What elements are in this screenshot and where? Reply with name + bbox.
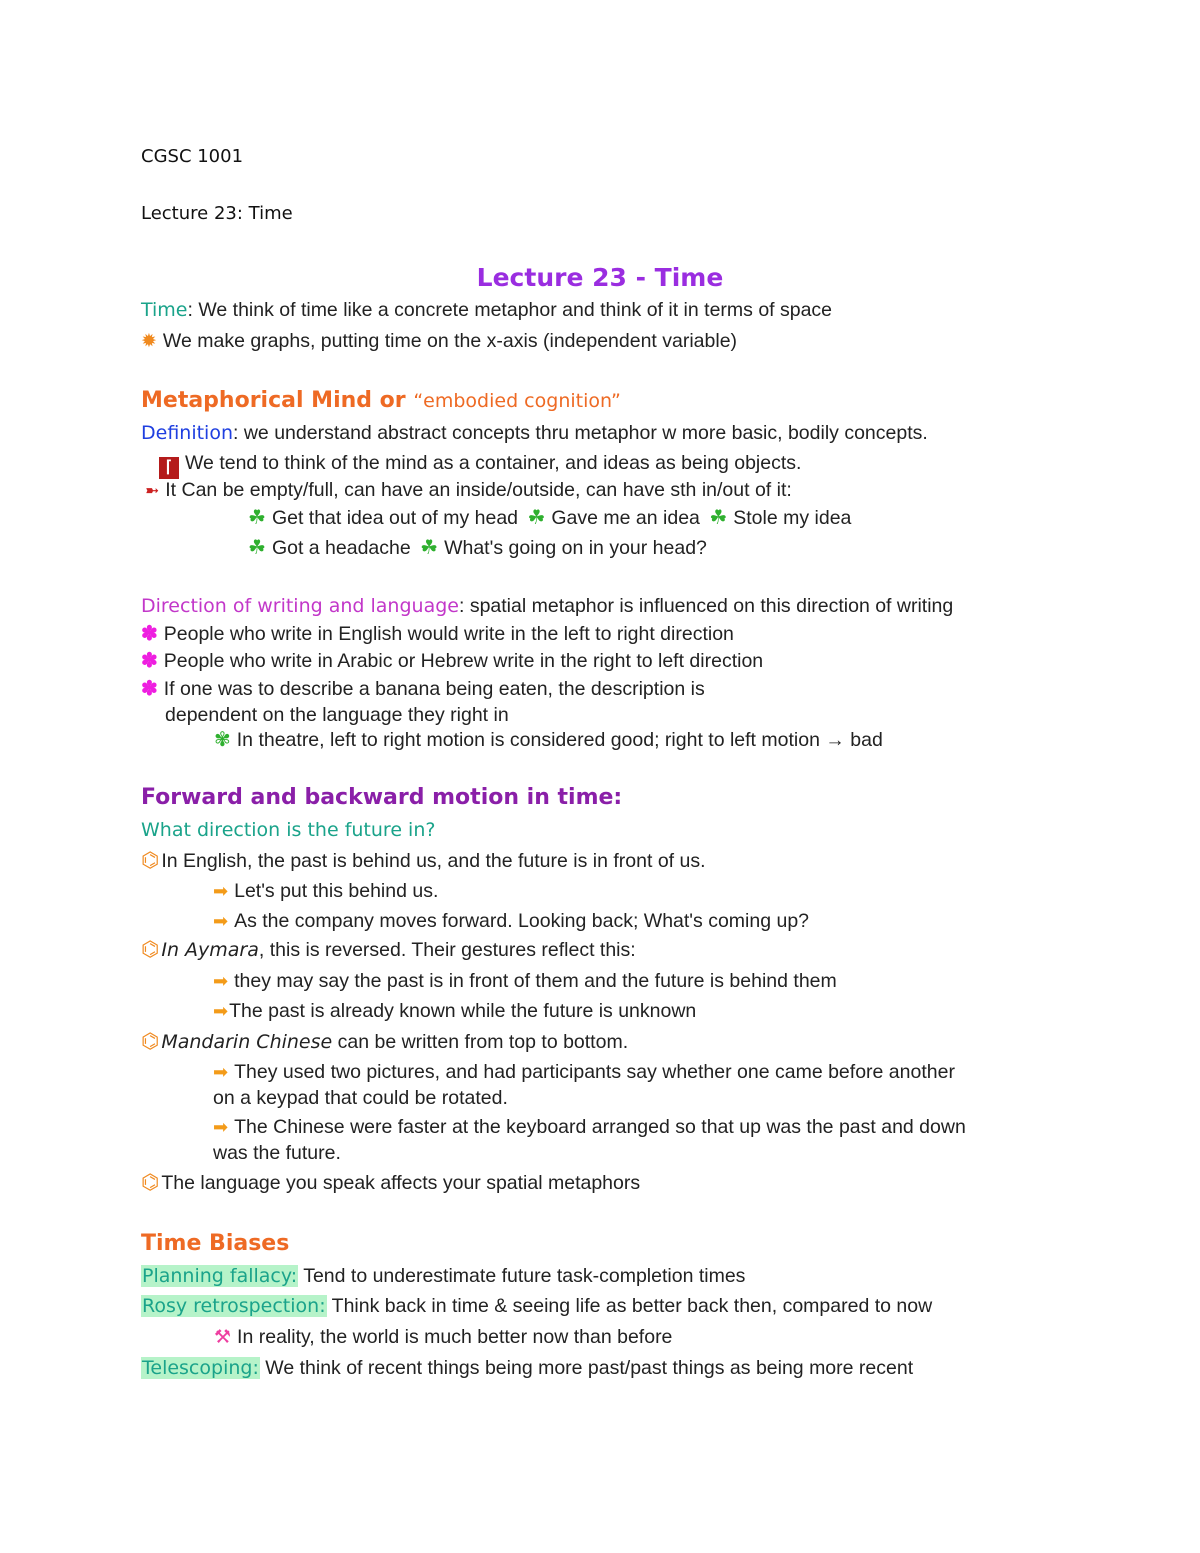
planning-line bbox=[141, 1264, 745, 1288]
graph-bullet bbox=[141, 329, 737, 354]
clover-icon: ☘ bbox=[248, 537, 266, 559]
direction-line bbox=[141, 594, 953, 618]
mandarin-sub-continuation: was the future. bbox=[213, 1142, 341, 1164]
english-sub bbox=[213, 879, 438, 903]
pink-asterisk-icon: ✽ bbox=[141, 623, 158, 645]
rosy-sub bbox=[214, 1325, 672, 1350]
container-text: We tend to think of the mind as a container, and ideas as being objects. bbox=[185, 452, 802, 474]
orange-arrow-icon: ➡ bbox=[213, 1117, 229, 1137]
tool-icon: ⚒ bbox=[214, 1327, 232, 1348]
aymara-sub bbox=[213, 999, 696, 1023]
telescoping-line bbox=[141, 1356, 913, 1380]
example-item: Got a headache bbox=[271, 537, 411, 559]
telescoping-term: Telescoping: bbox=[142, 1357, 259, 1379]
example-item: What's going on in your head? bbox=[444, 537, 707, 559]
example-item: Stole my idea bbox=[733, 507, 852, 529]
definition-term: Definition bbox=[141, 422, 234, 444]
forward-heading: Forward and backward motion in time: bbox=[141, 785, 623, 810]
english-line bbox=[141, 849, 706, 873]
planning-text: Tend to underestimate future task-completion times bbox=[298, 1265, 746, 1287]
empty-full-text: It Can be empty/full, can have an inside/outside, can have sth in/out of it: bbox=[165, 479, 792, 501]
mandarin-sub-continuation: on a keypad that could be rotated. bbox=[213, 1087, 508, 1109]
theatre-text: In theatre, left to right motion is considered good; right to left motion → bad bbox=[236, 729, 883, 751]
direction-item bbox=[141, 677, 705, 701]
pink-asterisk-icon: ✽ bbox=[141, 650, 158, 672]
aymara-sub bbox=[213, 969, 837, 993]
metaphor-heading-text: Metaphorical Mind or bbox=[141, 388, 406, 413]
biases-heading: Time Biases bbox=[141, 1231, 290, 1256]
direction-item-text: If one was to describe a banana being eaten, the description is bbox=[163, 678, 705, 700]
hexagon-icon: ⌬ bbox=[141, 1171, 160, 1194]
conclusion-line bbox=[141, 1171, 640, 1195]
mandarin-sub-text: They used two pictures, and had participants say whether one came before another bbox=[234, 1061, 955, 1083]
definition-text: : we understand abstract concepts thru metaphor w more basic, bodily concepts. bbox=[233, 422, 928, 444]
future-question: What direction is the future in? bbox=[141, 819, 436, 841]
direction-text: : spatial metaphor is influenced on this direction of writing bbox=[458, 595, 954, 617]
conclusion-text: The language you speak affects your spatial metaphors bbox=[161, 1172, 641, 1194]
rosy-term: Rosy retrospection: bbox=[142, 1295, 326, 1317]
example-item: Gave me an idea bbox=[551, 507, 700, 529]
orange-arrow-icon: ➡ bbox=[213, 1062, 229, 1082]
orange-arrow-icon: ➡ bbox=[213, 1001, 229, 1021]
pink-asterisk-icon: ✽ bbox=[141, 678, 158, 700]
rosy-text: Think back in time & seeing life as better back then, compared to now bbox=[326, 1295, 933, 1317]
orange-arrow-icon: ➡ bbox=[213, 881, 229, 901]
direction-term: Direction of writing and language bbox=[141, 595, 459, 617]
graph-text: We make graphs, putting time on the x-axis (independent variable) bbox=[162, 330, 738, 352]
english-sub-text: Let's put this behind us. bbox=[234, 880, 439, 902]
sun-icon: ✹ bbox=[141, 331, 157, 352]
english-sub-text: As the company moves forward. Looking back; What's coming up? bbox=[234, 910, 810, 932]
orange-arrow-icon: ➡ bbox=[213, 911, 229, 931]
telescoping-text: We think of recent things being more past/past things as being more recent bbox=[259, 1357, 914, 1379]
direction-item bbox=[141, 622, 734, 646]
clover-icon: ☘ bbox=[420, 537, 439, 559]
examples-row-1 bbox=[248, 506, 851, 530]
aymara-sub-text: they may say the past is in front of them and the future is behind them bbox=[234, 970, 837, 992]
mandarin-sub bbox=[213, 1115, 966, 1139]
english-text: In English, the past is behind us, and the future is in front of us. bbox=[161, 850, 706, 872]
clover-icon: ☘ bbox=[248, 507, 266, 529]
direction-item-continuation: dependent on the language they right in bbox=[165, 704, 509, 726]
aymara-sub-text: The past is already known while the future is unknown bbox=[229, 1000, 697, 1022]
definition-line bbox=[141, 421, 928, 445]
clover-icon: ☘ bbox=[709, 507, 728, 529]
metaphor-heading bbox=[141, 387, 621, 415]
hexagon-icon: ⌬ bbox=[141, 849, 160, 872]
course-code: CGSC 1001 bbox=[141, 146, 244, 167]
time-term: Time bbox=[141, 299, 188, 321]
orange-arrow-icon: ➡ bbox=[213, 971, 229, 991]
empty-full-line bbox=[145, 478, 792, 503]
direction-item bbox=[141, 649, 763, 673]
example-item: Get that idea out of my head bbox=[271, 507, 519, 529]
time-text: : We think of time like a concrete metaphor and think of it in terms of space bbox=[187, 299, 833, 321]
k-box-icon: ⌈ bbox=[159, 457, 179, 479]
planning-term: Planning fallacy: bbox=[142, 1265, 298, 1287]
red-arrow-icon: ➼ bbox=[145, 481, 160, 500]
mandarin-lang: Mandarin Chinese bbox=[161, 1031, 333, 1053]
direction-item-text: People who write in English would write in the left to right direction bbox=[163, 623, 734, 645]
english-sub bbox=[213, 909, 809, 933]
clover-icon: ☘ bbox=[527, 507, 546, 529]
page-title: Lecture 23 - Time bbox=[476, 263, 724, 292]
rosy-line bbox=[141, 1294, 932, 1318]
mandarin-text: can be written from top to bottom. bbox=[332, 1031, 629, 1053]
aymara-lang: In Aymara bbox=[161, 939, 259, 961]
mandarin-sub bbox=[213, 1060, 955, 1084]
metaphor-heading-sub: “embodied cognition” bbox=[413, 390, 621, 412]
rosy-sub-text: In reality, the world is much better now than before bbox=[237, 1326, 673, 1348]
examples-row-2 bbox=[248, 536, 707, 560]
lecture-label: Lecture 23: Time bbox=[141, 203, 293, 224]
clover-icon: ✾ bbox=[214, 729, 231, 751]
mandarin-line bbox=[141, 1030, 628, 1054]
hexagon-icon: ⌬ bbox=[141, 938, 160, 961]
mandarin-sub-text: The Chinese were faster at the keyboard arranged so that up was the past and down bbox=[234, 1116, 966, 1138]
container-line bbox=[159, 451, 801, 479]
aymara-line bbox=[141, 938, 636, 962]
direction-item-text: People who write in Arabic or Hebrew write in the right to left direction bbox=[163, 650, 764, 672]
aymara-text: , this is reversed. Their gestures reflect this: bbox=[258, 939, 636, 961]
time-definition bbox=[141, 298, 832, 322]
theatre-line bbox=[214, 728, 883, 752]
hexagon-icon: ⌬ bbox=[141, 1030, 160, 1053]
